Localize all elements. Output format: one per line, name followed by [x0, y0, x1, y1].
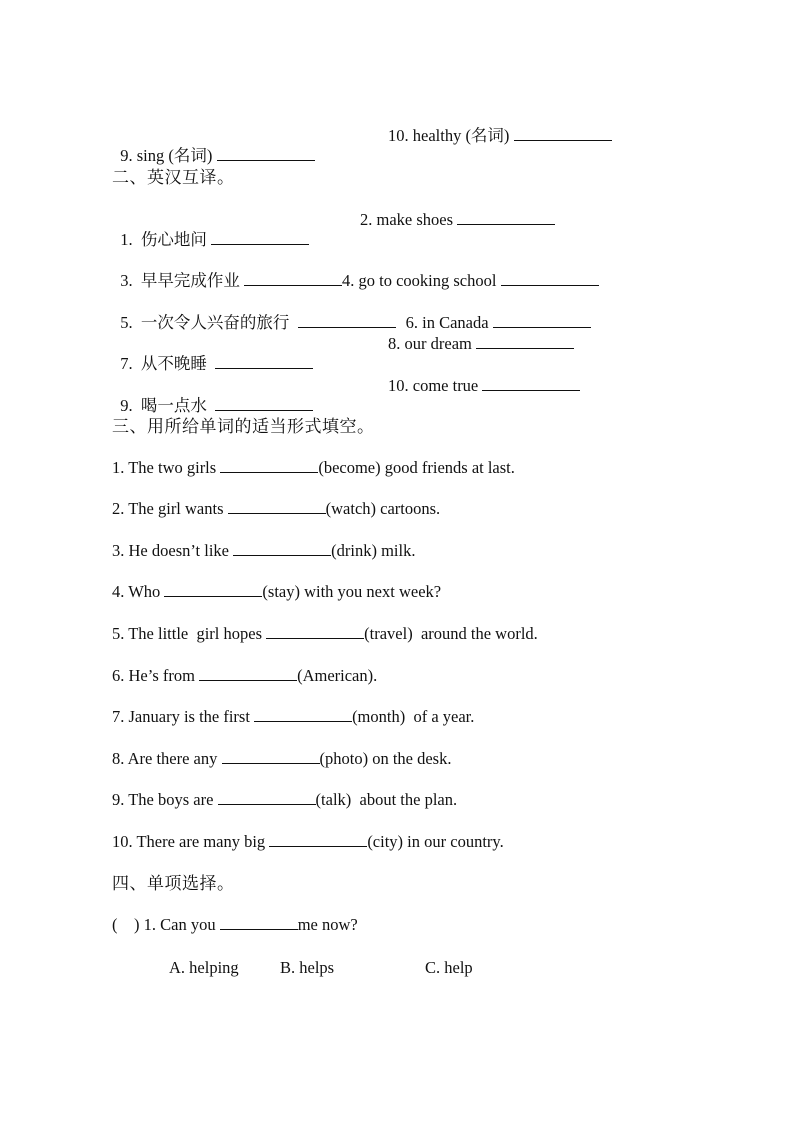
part3-item-8 [112, 749, 451, 769]
item-text: 4. go to cooking school [342, 271, 501, 290]
answer-blank[interactable] [269, 832, 367, 847]
question-text: ( ) 1. Can you [112, 915, 220, 934]
part3-item-5 [112, 624, 538, 644]
part3-item-3 [112, 541, 415, 561]
item-text: 10. There are many big [112, 832, 270, 851]
item-text: 7. January is the first [112, 707, 255, 726]
part3-item-7 [112, 707, 474, 727]
item-text: (talk) about the plan. [315, 790, 458, 809]
answer-blank[interactable] [476, 334, 574, 349]
part3-item-4 [112, 582, 441, 602]
answer-blank[interactable] [215, 396, 313, 411]
section-heading-4: 四、单项选择。 [112, 874, 235, 893]
option-a[interactable]: A. helping [169, 958, 239, 977]
answer-blank[interactable] [501, 271, 599, 286]
item-text: 8. Are there any [112, 749, 222, 768]
answer-blank[interactable] [266, 624, 364, 639]
part2-row-2 [112, 251, 599, 291]
item-text: 2. The girl wants [112, 499, 228, 518]
answer-blank[interactable] [211, 230, 309, 245]
part3-item-6 [112, 666, 377, 686]
item-text: 10. come true [388, 376, 483, 395]
answer-blank[interactable] [493, 313, 591, 328]
option-b[interactable]: B. helps [280, 958, 335, 977]
part3-item-10 [112, 832, 504, 852]
answer-blank[interactable] [215, 354, 313, 369]
answer-blank[interactable] [222, 749, 320, 764]
item-text: (month) of a year. [352, 707, 475, 726]
answer-blank[interactable] [199, 666, 297, 681]
item-text: 1. 伤心地问 [120, 230, 211, 249]
answer-blank[interactable] [218, 790, 316, 805]
item-text: (stay) with you next week? [262, 582, 442, 601]
answer-blank[interactable] [233, 541, 331, 556]
item-text: (city) in our country. [367, 832, 504, 851]
answer-blank[interactable] [254, 707, 352, 722]
item-text: 5. The little girl hopes [112, 624, 267, 643]
answer-blank[interactable] [298, 313, 396, 328]
part2-row-3 [112, 293, 591, 333]
section-heading-2: 二、英汉互译。 [112, 168, 235, 187]
item-text: 1. The two girls [112, 458, 221, 477]
item-text: (watch) cartoons. [325, 499, 441, 518]
item-text: 9. sing (名词) [120, 146, 217, 165]
item-text: 10. healthy (名词) [388, 126, 514, 145]
answer-blank[interactable] [164, 582, 262, 597]
answer-blank[interactable] [457, 210, 555, 225]
answer-blank[interactable] [220, 458, 318, 473]
section-heading-3: 三、用所给单词的适当形式填空。 [112, 417, 375, 436]
item-text: 6. in Canada [405, 313, 493, 332]
item-text: (travel) around the world. [364, 624, 538, 643]
item-text: 4. Who [112, 582, 165, 601]
part3-item-1 [112, 458, 515, 478]
answer-blank[interactable] [217, 146, 315, 161]
item-text: (photo) on the desk. [319, 749, 452, 768]
question-text: me now? [297, 915, 358, 934]
option-c[interactable]: C. help [425, 958, 473, 977]
item-text: 7. 从不晚睡 [120, 354, 216, 373]
item-text-right [388, 126, 612, 146]
item-text: 9. 喝一点水 [120, 396, 216, 415]
item-text: 3. He doesn’t like [112, 541, 234, 560]
item-text: (become) good friends at last. [318, 458, 515, 477]
item-text: 6. He’s from [112, 666, 200, 685]
item-text: 5. 一次令人兴奋的旅行 [120, 313, 298, 332]
part3-item-2 [112, 499, 440, 519]
part4-question-1 [112, 915, 358, 935]
answer-blank[interactable] [220, 915, 298, 930]
item-text: 3. 早早完成作业 [120, 271, 244, 290]
answer-blank[interactable] [244, 271, 342, 286]
answer-blank[interactable] [228, 499, 326, 514]
item-text: (drink) milk. [331, 541, 416, 560]
item-text: 8. our dream [388, 334, 476, 353]
part3-item-9 [112, 790, 457, 810]
item-text: 2. make shoes [360, 210, 458, 229]
answer-blank[interactable] [514, 126, 612, 141]
item-text: 9. The boys are [112, 790, 218, 809]
item-text: (American). [297, 666, 378, 685]
answer-blank[interactable] [482, 376, 580, 391]
